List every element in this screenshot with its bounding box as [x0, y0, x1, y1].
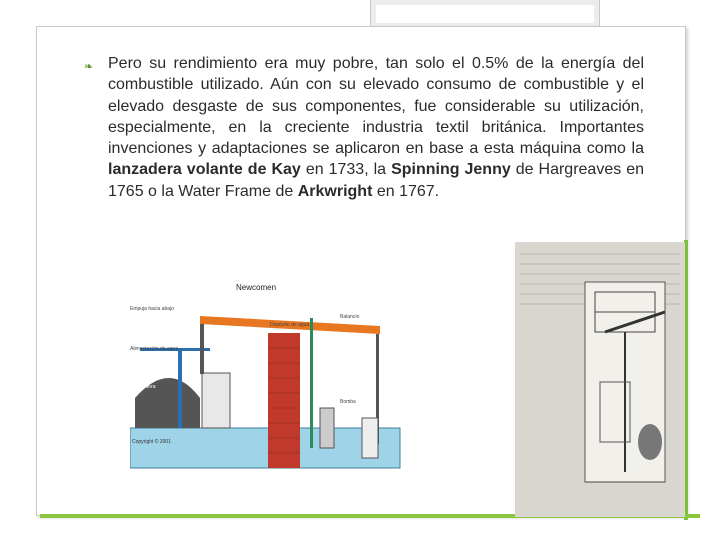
label-water-tank: Depósito de agua [270, 322, 310, 328]
newcomen-engine-diagram [130, 278, 410, 478]
label-copyright: Copyright © 2001 [132, 439, 171, 445]
text-part-3: de Hargreaves en 1765 o la Water Frame de [108, 161, 645, 200]
label-top-left: Empuja hacia abajo [130, 306, 174, 312]
historical-engraving-image [515, 242, 685, 517]
slide-body-text [108, 53, 644, 202]
label-beam: Balancín [340, 314, 360, 320]
leaf-bullet-icon: ❧ [84, 61, 94, 73]
label-pump: Bomba [340, 399, 356, 405]
text-part-1: Pero su rendimiento era muy pobre, tan solo el 0.5% de la energía del combustible utilizado. Aún con su elevado consumo de combustible y el elevado desgaste de sus componentes, fue considerable su utilización, especialmente, en la creciente industria textil británica. Importantes invenciones y adaptaciones se aplicaron en base a esta máquina como la [108, 55, 644, 158]
text-part-4: en 1767. [372, 182, 440, 200]
text-part-2: en 1733, la [300, 161, 392, 179]
label-boiler: Caldera [138, 384, 156, 390]
diagram-title: Newcomen [236, 283, 277, 292]
brick-tower [268, 333, 300, 468]
keyword-spinning-jenny: Spinning Jenny [391, 161, 511, 179]
keyword-arkwright: Arkwright [297, 182, 373, 200]
label-water-supply: Alimentación de agua [130, 346, 179, 352]
top-decorative-tab [370, 0, 600, 29]
keyword-kay: lanzadera volante de Kay [108, 161, 301, 179]
